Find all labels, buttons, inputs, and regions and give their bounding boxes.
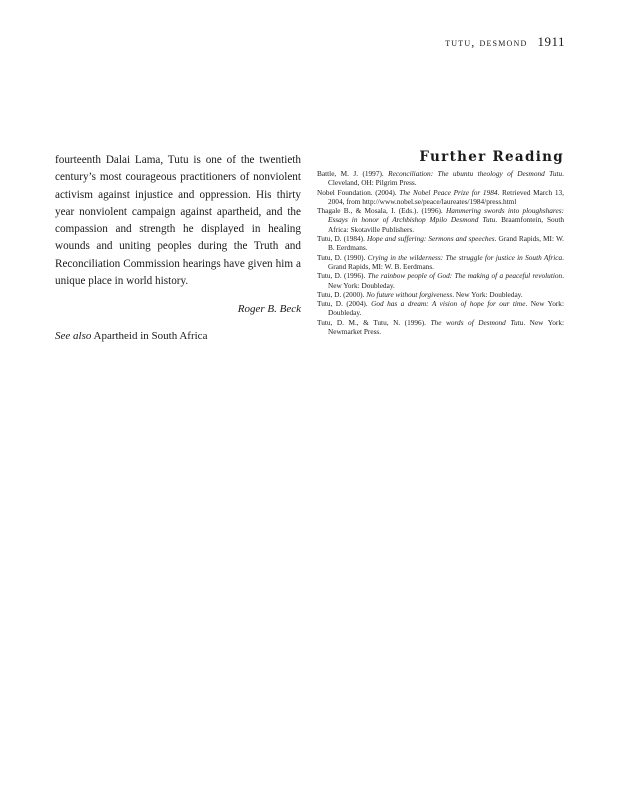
author-signature: Roger B. Beck <box>237 303 301 316</box>
reference-item: Nobel Foundation. (2004). The Nobel Peace Prize for 1984. Retrieved March 13, 2004, from http://www.nobel.se/peace/laureates/1984/press.html <box>317 187 564 206</box>
reference-item: Tutu, D. M., & Tutu, N. (1996). The words of Desmond Tutu. New York: Newmarket Press. <box>317 317 564 337</box>
reference-item: Tutu, D. (1984). Hope and suffering: Sermons and speeches. Grand Rapids, MI: W. B. Eerdmans. <box>317 234 564 253</box>
reference-item: Battle, M. J. (1997). Reconciliation: The ubuntu theology of Desmond Tutu. Cleveland, OH: Pilgrim Press. <box>317 169 564 188</box>
running-head <box>445 34 565 50</box>
running-head-title: tutu, desmond <box>445 37 528 49</box>
see-also-link[interactable]: Apartheid in South Africa <box>91 329 208 342</box>
see-also-line <box>55 328 301 345</box>
see-also-label: See also <box>55 329 92 342</box>
reference-item: Tutu, D. (2000). No future without forgiveness. New York: Doubleday. <box>317 289 523 299</box>
further-reading-heading: Further Reading <box>419 149 564 165</box>
further-reading-section <box>317 149 564 336</box>
article-body-column <box>55 152 301 345</box>
page-number: 1911 <box>537 34 565 49</box>
reference-item: Tutu, D. (1990). Crying in the wilderness: The struggle for justice in South Africa. Grand Rapids, MI: W. B. Eerdmans. <box>317 252 564 271</box>
reference-item: Tutu, D. (2004). God has a dream: A vision of hope for our time. New York: Doubleday. <box>317 299 564 318</box>
article-paragraph: fourteenth Dalai Lama, Tutu is one of the twentieth century’s most courageous practitioners of nonviolent activism against injustice and oppression. His thirty year nonviolent campaign against apartheid, and the compassion and strength he displayed in healing wounds and uniting peoples during the Truth and Reconciliation Commission hearings have given him a unique place in world history. <box>55 154 301 288</box>
reference-item: Thagale B., & Mosala, I. (Eds.). (1996). Hammering swords into ploughshares: Essays in honor of Archbishop Mpilo Desmond Tutu. Braamfontein, South Africa: Skotaville Publishers. <box>317 206 564 234</box>
reference-item: Tutu, D. (1996). The rainbow people of God: The making of a peaceful revolution. New York: Doubleday. <box>317 271 565 290</box>
reference-list <box>317 169 564 336</box>
